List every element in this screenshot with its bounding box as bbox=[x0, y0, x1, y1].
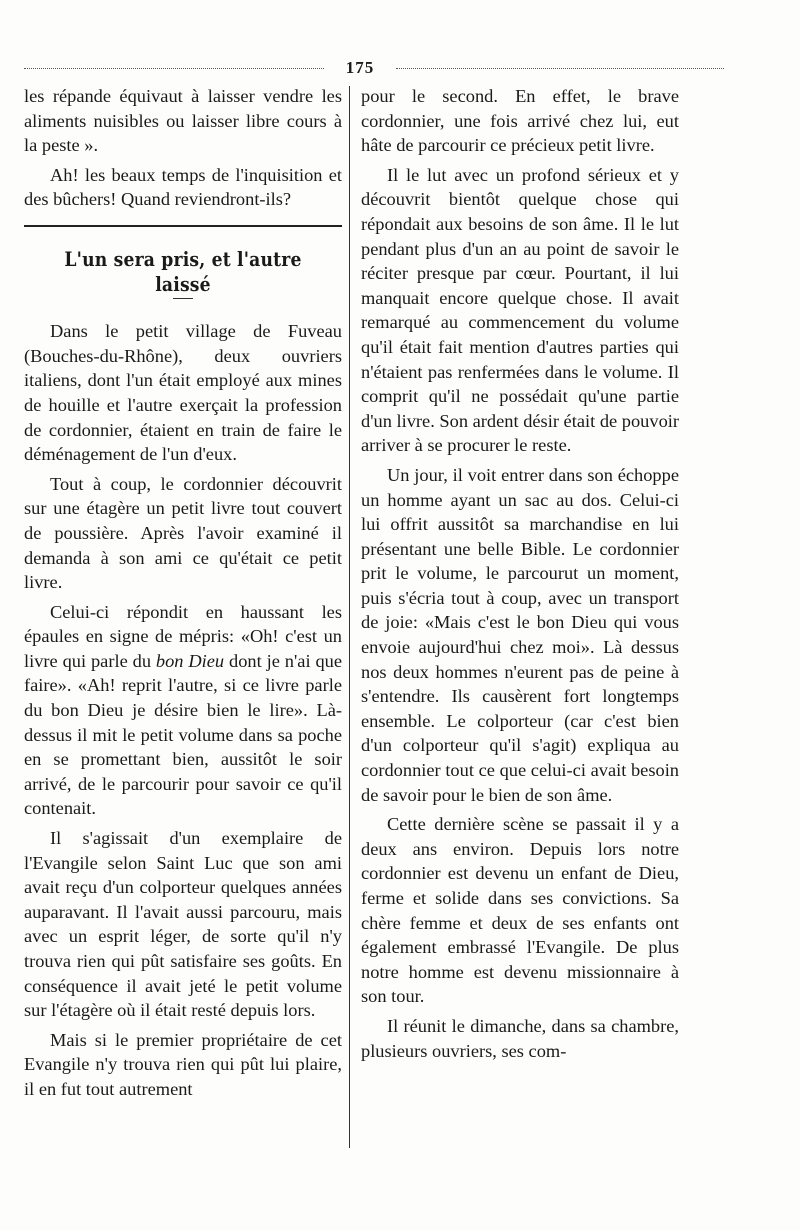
page-header bbox=[24, 58, 724, 78]
right-column bbox=[361, 84, 679, 1063]
paragraph: Celui-ci répondit en haussant les épaules en signe de mépris: «Oh! c'est un livre qui parle du bon Dieu dont je n'ai que faire». «Ah! reprit l'autre, si ce livre parle du bon Dieu je désire bien le lire». Là-dessus il mit le petit volume dans sa poche en se promettant bien, aussitôt le soir arrivé, de le parcourir pour savoir ce qu'il contenait. bbox=[24, 601, 342, 819]
paragraph: Tout à coup, le cordonnier découvrit sur une étagère un petit livre tout couvert de poussière. Après l'avoir examiné il demanda à son ami ce qu'était ce petit livre. bbox=[24, 473, 342, 593]
page-number: 175 bbox=[345, 58, 375, 77]
emphasis-text: bon Dieu bbox=[155, 650, 225, 671]
paragraph: Dans le petit village de Fuveau (Bouches-du-Rhône), deux ouvriers italiens, dont l'un était employé aux mines de houille et l'autre exerçait la profession de cordonnier, étaient en train de faire le déménagement de l'un d'eux. bbox=[24, 321, 342, 465]
paragraph: Il s'agissait d'un exemplaire de l'Evangile selon Saint Luc que son ami avait reçu d'un colporteur quelques années auparavant. Il l'avait aussi parcouru, mais avec un esprit léger, de sorte qu'il n'y trouva rien qui pût satisfaire ses goûts. En conséquence il avait jeté le petit volume sur l'étagère où il était resté depuis lors. bbox=[24, 828, 342, 1021]
paragraph: Ah! les beaux temps de l'inquisition et des bûchers! Quand reviendront-ils? bbox=[24, 164, 342, 210]
header-dotted-rule-right bbox=[396, 68, 724, 69]
paragraph: Cette dernière scène se passait il y a deux ans environ. Depuis lors notre cordonnier est devenu un enfant de Dieu, ferme et solide dans ses convictions. Sa chère femme et deux de ses enfants ont également embrassé l'Evangile. De plus notre homme est devenu missionnaire à son tour. bbox=[361, 814, 679, 1007]
section-divider bbox=[24, 225, 342, 227]
header-dotted-rule-left bbox=[24, 68, 324, 69]
article-title: L'un sera pris, et l'autre laissé bbox=[64, 246, 302, 296]
paragraph: Il le lut avec un profond sérieux et y découvrit bientôt quelque chose qui répondait aux besoins de son âme. Il le lut pendant plus d'un an au point de savoir le réciter presque par cœur. Pourtant, il lui manquait encore quelque chose. Il avait remarqué au commencement du volume qu'il était fait mention d'autres parties qui n'étaient pas renfermées dans le volume. Il comprit qu'il ne possédait qu'une partie d'un livre. Son ardent désir était de pouvoir arriver à se procurer le reste. bbox=[361, 164, 679, 456]
left-column bbox=[24, 84, 342, 1102]
title-underline bbox=[173, 298, 193, 299]
continued-paragraph: pour le second. En effet, le brave cordonnier, une fois arrivé chez lui, eut hâte de parcourir ce précieux petit livre. bbox=[361, 86, 679, 156]
paragraph: Mais si le premier propriétaire de cet Evangile n'y trouva rien qui pût lui plaire, il en fut tout autrement bbox=[24, 1029, 342, 1099]
paragraph: Un jour, il voit entrer dans son échoppe un homme ayant un sac au dos. Celui-ci lui offrit aussitôt sa marchandise en lui présentant une belle Bible. Le cordonnier prit le volume, le parcourut un moment, puis s'écria tout à coup, avec un transport de joie: «Mais c'est le bon Dieu qui vous envoie aujourd'hui chez moi». Là dessus nos deux hommes n'eurent pas de peine à s'entendre. Ils causèrent fort longtemps ensemble. Le colporteur (car c'est bien d'un colporteur qu'il s'agit) expliqua au cordonnier tout ce que celui-ci avait besoin de savoir pour le bien de son âme. bbox=[361, 464, 679, 805]
column-divider bbox=[349, 86, 350, 1148]
continued-paragraph: les répande équivaut à laisser vendre les aliments nuisibles ou laisser libre cours à la peste ». bbox=[24, 86, 342, 156]
paragraph: Il réunit le dimanche, dans sa chambre, plusieurs ouvriers, ses com- bbox=[361, 1015, 679, 1061]
